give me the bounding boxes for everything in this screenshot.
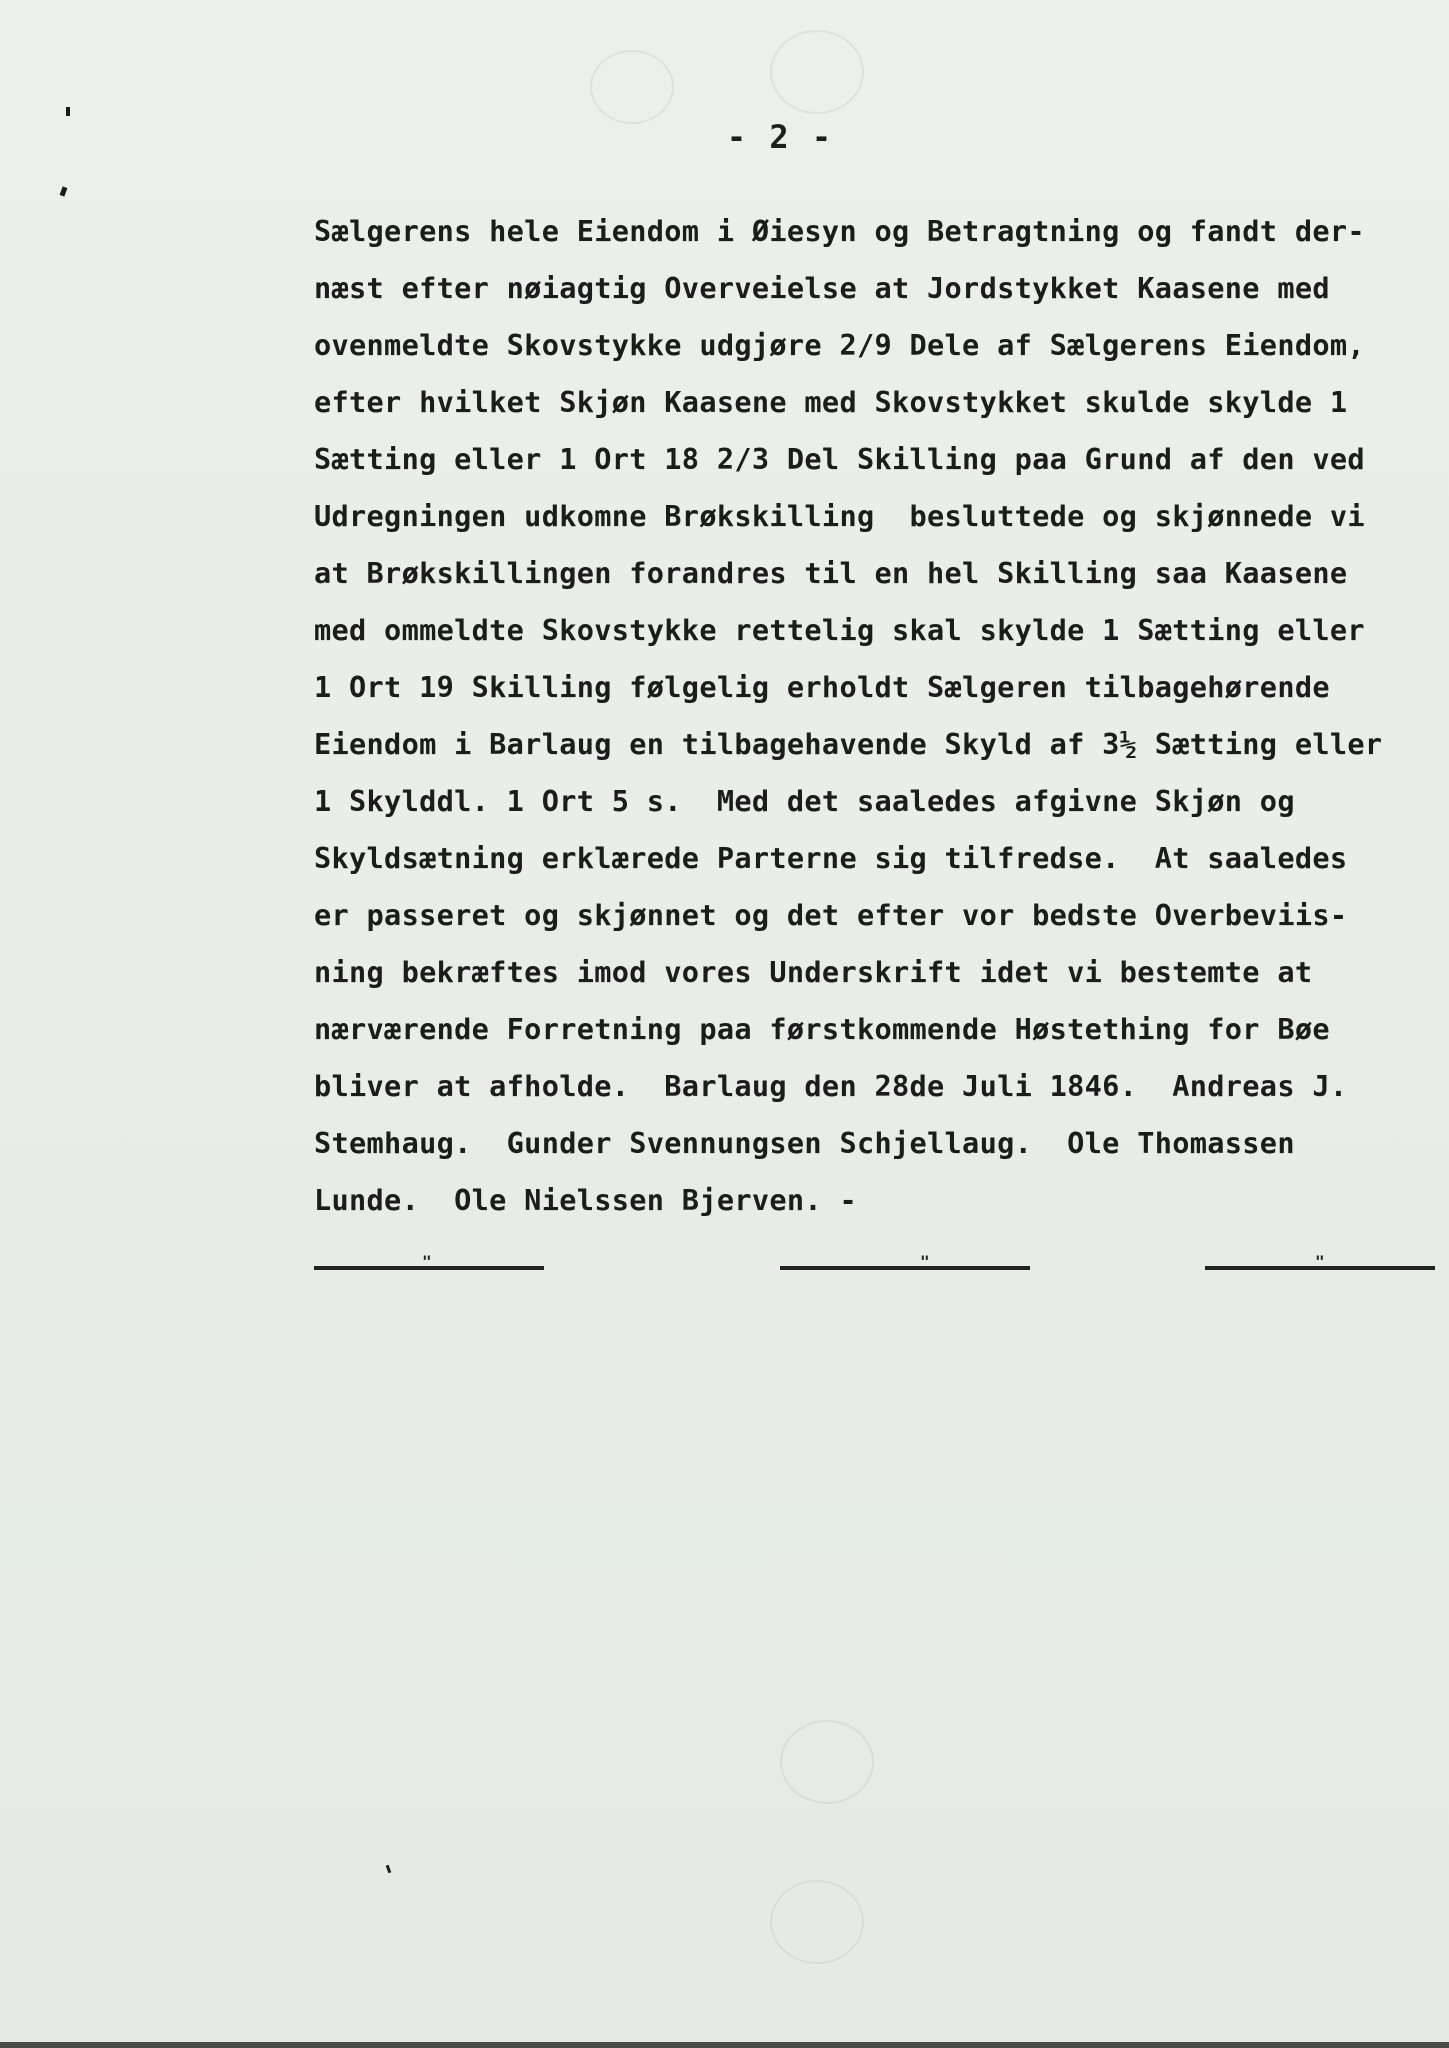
- text-line: Sælgerens hele Eiendom i Øiesyn og Betragtning og fandt der-: [314, 214, 1365, 248]
- bleed-through-stamp: [770, 30, 864, 114]
- margin-speck: [386, 1865, 392, 1874]
- text-line: at Brøkskillingen forandres til en hel Skilling saa Kaasene: [314, 556, 1348, 590]
- page-number: - 2 -: [726, 118, 834, 156]
- text-line: Udregningen udkomne Brøkskilling besluttede og skjønnede vi: [314, 499, 1365, 533]
- text-line: Skyldsætning erklærede Parterne sig tilfredse. At saaledes: [314, 841, 1348, 875]
- separator-mark: ": [1315, 1252, 1325, 1271]
- margin-speck: [60, 186, 68, 196]
- separator-rule-left: [314, 1252, 544, 1271]
- text-line: Sætting eller 1 Ort 18 2/3 Del Skilling paa Grund af den ved: [314, 442, 1365, 476]
- text-line: 1 Ort 19 Skilling følgelig erholdt Sælgeren tilbagehørende: [314, 670, 1330, 704]
- text-line: Eiendom i Barlaug en tilbagehavende Skyld af 3½ Sætting eller: [314, 727, 1383, 761]
- bleed-through-stamp: [590, 50, 674, 124]
- text-line: er passeret og skjønnet og det efter vor bedste Overbeviis-: [314, 898, 1348, 932]
- text-line: ovenmeldte Skovstykke udgjøre 2/9 Dele af Sælgerens Eiendom,: [314, 328, 1365, 362]
- body-text: [314, 203, 1394, 1229]
- text-line: næst efter nøiagtig Overveielse at Jordstykket Kaasene med: [314, 271, 1330, 305]
- separator-rule-middle: [780, 1252, 1030, 1271]
- margin-speck: [66, 107, 70, 116]
- bleed-through-stamp: [770, 1880, 864, 1964]
- text-line: Stemhaug. Gunder Svennungsen Schjellaug. Ole Thomassen: [314, 1126, 1295, 1160]
- text-line: efter hvilket Skjøn Kaasene med Skovstykket skulde skylde 1: [314, 385, 1348, 419]
- text-line: 1 Skylddl. 1 Ort 5 s. Med det saaledes afgivne Skjøn og: [314, 784, 1295, 818]
- separator-mark: ": [920, 1252, 930, 1271]
- text-line: bliver at afholde. Barlaug den 28de Juli 1846. Andreas J.: [314, 1069, 1348, 1103]
- separator-rule-right: [1205, 1252, 1435, 1271]
- separator-mark: ": [422, 1252, 432, 1271]
- text-line: ning bekræftes imod vores Underskrift idet vi bestemte at: [314, 955, 1313, 989]
- bleed-through-stamp: [780, 1720, 874, 1804]
- text-line: Lunde. Ole Nielssen Bjerven. -: [314, 1183, 857, 1217]
- text-line: nærværende Forretning paa førstkommende Høstething for Bøe: [314, 1012, 1330, 1046]
- text-line: med ommeldte Skovstykke rettelig skal skylde 1 Sætting eller: [314, 613, 1365, 647]
